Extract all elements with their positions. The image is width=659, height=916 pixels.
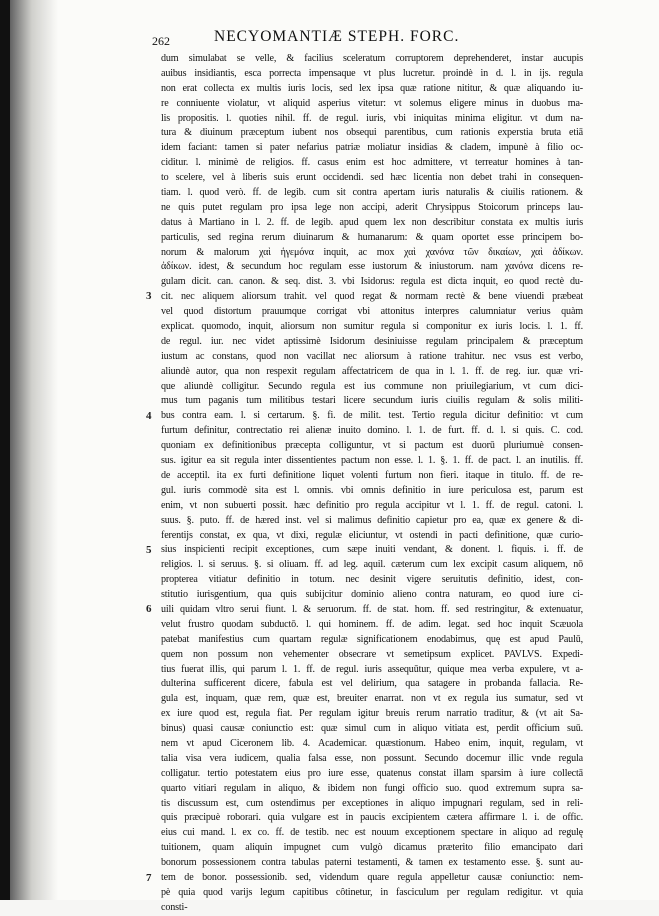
text-line: binus) quasi causæ coniunctio est: quæ simul cum in aliquo vitiata est, perdit officium suū. <box>161 723 583 735</box>
text-line: enim, vt non subuerti possit. hæc definitio pro regula accipitur vt l. 1. ff. de regul. catoni. l. <box>161 499 583 511</box>
margin-number: 4 <box>146 409 152 422</box>
text-line: explicat. quomodo, inquit, aliorsum non sumitur regula si componitur ex iuris locis. l. 1. ff. <box>161 321 583 333</box>
text-line: vel quod distortum prauumque corrigat vbi attonitus interpres calumniatur verius quàm <box>161 306 583 318</box>
text-line: stitutio iurisgentium, qua quis subijcitur dominio alieno contra naturam, eo quod iure ci- <box>161 589 583 601</box>
text-line: talia visa vera iudicem, qualia falsa esse, non possunt. Secundo docemur illic vnde regula <box>161 752 583 764</box>
binding-edge <box>0 0 10 900</box>
text-line: sius inspicienti recipit exceptiones, cum sæpe inuiti vendant, & donent. l. fiquis. i. ff. de <box>161 544 583 556</box>
text-line: re conniuente violatur, vt aliquid asperius vitetur: vt solemus eligere minus in duobus ma- <box>161 97 583 109</box>
text-line: de regul. iur. nec videt aptissimè Isidorum desiniuisse regulam principalem & præceptum <box>161 335 583 347</box>
text-line: non erat collecta ex multis iuris locis, sed lex ipsa quæ ratione nititur, & quæ aliquando iu- <box>161 82 583 94</box>
text-line: gul. iuris commodè sita est l. omnis. vbi omnis definitio in iure periculosa est, parum est <box>161 484 583 496</box>
text-line: tius fuerat illis, qui parum l. 1. ff. de regul. iuris assequūtur, quique mea verba expulere, vt a- <box>161 663 583 675</box>
text-line: to scelere, vel à liberis suis erunt occidendi. sed hæc licentia non debet trahi in consequen- <box>161 172 583 184</box>
text-line: ferentijs constat, ex qua, vt dixi, regulæ eliciuntur, vt ostendi in pacti definitione, quæ curio- <box>161 529 583 541</box>
text-line: bonorum possessionem contra tabulas paterni testamenti, & tamen ex testamento esse. §. sunt au- <box>161 857 583 869</box>
text-line: lis propositis. l. quoties nihil. ff. de regul. iuris, vbi iniquitas minima eligitur. vt dum na- <box>161 112 583 124</box>
margin-number: 6 <box>146 603 152 616</box>
running-head: NECYOMANTIÆ STEPH. FORC. <box>214 28 460 45</box>
text-line: sus. igitur ea sit regula inter dissentientes pactum non esse. l. 1. §. 1. ff. de pact. l. an inutilis. ff. <box>161 455 583 467</box>
text-line: dum simulabat se velle, & facilius sceleratum corruptorem deprehenderet, instar aucupis <box>161 53 583 64</box>
text-line: velut frustro quodam subductō. l. qui hominem. ff. de adim. legat. sed hoc inquit Scæuola <box>161 618 583 630</box>
margin-number: 3 <box>146 290 152 303</box>
text-line: tuitionem, quam aliquin impugnet cum vulgò dicamus præterito filio emancipato dari <box>161 842 583 854</box>
text-line: tem de bonor. possessionib. sed, videndum quare regula appelletur causæ coniunctio: nem- <box>161 871 583 883</box>
text-line: iustum ac constans, quod non vacillat nec aliorsum à ratione trahitur. nec vsus est verbo, <box>161 350 583 362</box>
text-line: quem non possum non vehementer obsecrare vt semetipsum explicet. PAVLVS. Expedi- <box>161 648 583 660</box>
text-line: ne quis putet regulam pro ipsa lege non accipi, aderit Chrysippus Stoicorum princeps lau- <box>161 201 583 213</box>
text-line: gula est, inquam, quæ rem, quæ est, breuiter enarrat. non vt ex regula ius sumatur, sed vt <box>161 693 583 705</box>
text-line: aliundè autor, qua non respexit regulam affectatricem de qua in l. 1. ff. de reg. iur. quæ vri- <box>161 365 583 377</box>
margin-number: 5 <box>146 543 152 556</box>
text-line: particulis, sed regina rerum diuinarum & humanarum: & quam oportet esse principem bo- <box>161 231 583 243</box>
text-line: patebat manifestius cum quartam regulæ significationem enodabimus, quę est apud Paulū, <box>161 633 583 645</box>
text-line: colligatur. tertio potestatem eius pro iure esse, quatenus constat illam sparsim à iure collectā <box>161 767 583 779</box>
text-line: religios. l. si seruus. §. si oliuam. ff. ad leg. aquil. cæterum cum lex excipit casum aliquem, nō <box>161 559 583 571</box>
text-line: consti- <box>161 901 188 913</box>
text-line: auibus insidiantis, esca porrecta impensaque vt plus lucretur. proindè in d. l. in ijs. regula <box>161 67 583 79</box>
page-number: 262 <box>152 34 170 48</box>
text-line: eius cui mand. l. ex co. ff. de testib. nec est nouum exceptionem spectare in aliquo ad regulę <box>161 827 583 839</box>
text-line: de acceptil. ita ex furti definitione liquet volenti furtum non fieri. itaque in titulo. ff. de re- <box>161 469 583 481</box>
text-line: suus. §. puto. ff. de hæred inst. vel si malimus definitio capietur pro ea, quæ ex genere & di- <box>161 514 583 526</box>
text-line: uili quidam vltro serui fiunt. l. & seruorum. ff. de stat. hom. ff. sed restringitur, & extenuatur, <box>161 603 583 615</box>
text-line: ex iure quod est, regula fiat. Per regulam igitur breuis rerum narratio traditur, & (vt ait Sa- <box>161 708 583 720</box>
text-line: quis præcipuè roborari. quia vulgare est in paucis excipientem cætera affirmare l. i. de offic. <box>161 812 583 824</box>
text-line: bus contra eam. l. si certarum. §. fi. de milit. test. Tertio regula dicitur definitio: vt cum <box>161 410 583 422</box>
text-line: datus à Martiano in l. 2. ff. de legib. apud quem lex non describitur constata ex multis iuris <box>161 216 583 228</box>
text-line: tura & diuinum præceptum iubent nos obsequi parentibus, cum rationis experstia bruta etiā <box>161 127 583 139</box>
text-line: mus tum paganis tum militibus testari licere secundum iuris ciuilis regulam & solis militi- <box>161 395 583 407</box>
text-line: cit. nec aliquem aliorsum trahit. vel quod regat & normam rectè & bene viuendi præbeat <box>161 291 583 303</box>
text-line: norum & malorum χαὶ ἡγεμόνα inquit, ac mox χαὶ χανόνα τῶν δικαίων, χαὶ ἀδίκων. <box>161 246 583 258</box>
text-line: idem faciant: tamen si pater nefarius patriæ moliatur insidias & cladem, impunè à filio oc- <box>161 142 583 154</box>
text-line: tiam. l. quod verò. ff. de legib. cum sit contra apertam iuris naturalis & ciuilis rationem. & <box>161 187 583 199</box>
text-line: tis discussum est, cum ostendimus per exceptiones in aliquo impugnari regulam, sed in reli- <box>161 797 583 809</box>
text-line: ἀδίκων. idest, & secundum hoc regulam esse iustorum & iniustorum. nam χανόνα dicens re- <box>161 261 583 273</box>
text-line: que aliundè colligitur. Secundo regula est ius commune non priuilegiarium, vt cum dici- <box>161 380 583 392</box>
text-line: furtum definitur, contrectatio rei alienæ inuito domino. l. 1. de furt. ff. d. l. si quis. C. cod. <box>161 425 583 437</box>
margin-number: 7 <box>146 871 152 884</box>
text-line: quoniam ex definitionibus præcepta colliguntur, vt si pactum est duorū pluriumuè consen- <box>161 440 583 452</box>
text-line: nem vt apud Ciceronem lib. 4. Academicar. quæstionum. Habeo enim, inquit, regulam, vt <box>161 737 583 749</box>
body-text-block <box>161 52 583 916</box>
text-line: propterea vitiatur definitio in totum. nec desinit vigere seruitutis definitio, idest, con- <box>161 574 583 586</box>
text-line: dulterina sufficerent dicere, fabula est vel delirium, qua satagere in probanda fallacia. Re- <box>161 678 583 690</box>
text-line: pè quia quod varijs legum capitibus côtinetur, in fasciculum per regulam redigitur. vt quia <box>161 886 583 898</box>
text-line: gulam dicit. can. canon. & seq. dist. 3. vbi Isidorus: regula est dicta inquit, eo quod rectè du- <box>161 276 583 288</box>
text-line: ciditur. l. minimè de religios. ff. casus enim est hoc admittere, vt terreatur homines à tan- <box>161 157 583 169</box>
text-line: quarto vitiari regulam in aliquo, & ibidem non fungi officio suo. quod extremum supra sa- <box>161 782 583 794</box>
